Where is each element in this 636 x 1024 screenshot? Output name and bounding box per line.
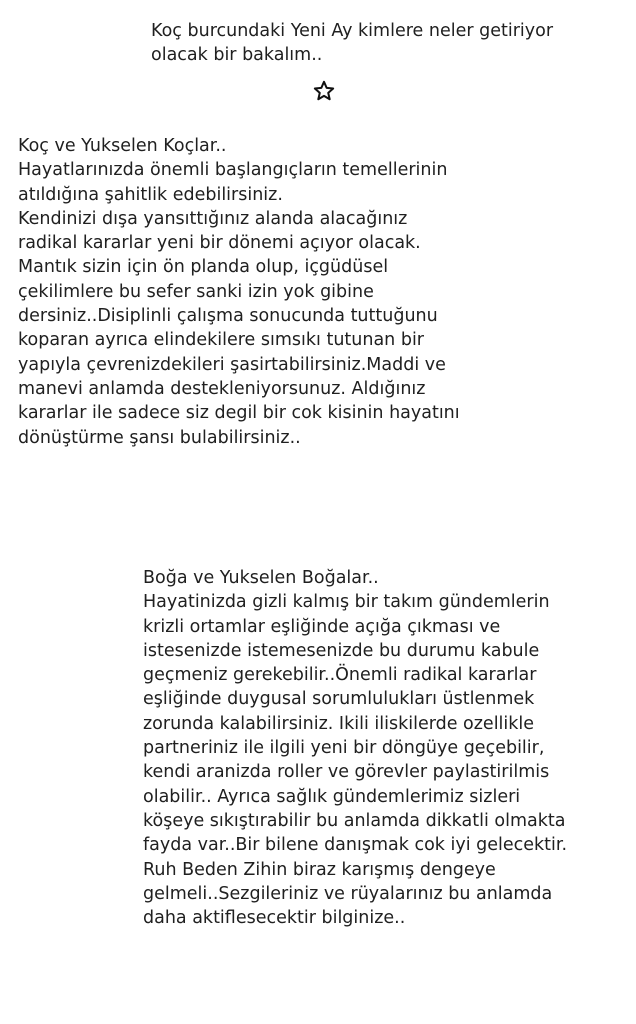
boga-line: eşliğinde duygusal sorumlulukları üstlenmek [143,689,535,710]
intro-paragraph [151,19,553,68]
intro-line: olacak bir bakalım.. [151,45,323,66]
boga-heading: Boğa ve Yukselen Boğalar.. [143,568,379,588]
koc-line: yapıyla çevrenizdekileri şasirtabilirsiniz.Maddi ve [18,354,446,375]
boga-line: Ruh Beden Zihin biraz karışmış dengeye [143,859,496,880]
boga-line: fayda var..Bir bilene danışmak cok iyi gelecektir. [143,835,568,856]
koc-line: atıldığına şahitlik edebilirsiniz. [18,184,283,205]
koc-line: çekilimlere bu sefer sanki izin yok gibine [18,281,374,302]
koc-line: Mantık sizin için ön planda olup, içgüdüsel [18,257,389,278]
koc-heading: Koç ve Yukselen Koçlar.. [18,136,227,156]
intro-line: Koç burcundaki Yeni Ay kimlere neler getiriyor [151,21,554,41]
koc-line: kararlar ile sadece siz degil bir cok kisinin hayatını [18,403,460,424]
boga-line: Hayatinizda gizli kalmış bir takım gündemlerin [143,592,550,613]
koc-line: manevi anlamda destekleniyorsunuz. Aldığınız [18,378,426,399]
boga-line: köşeye sıkıştırabilir bu anlamda dikkatli olmakta [143,810,566,831]
boga-line: kendi aranizda roller ve görevler paylastirilmis [143,762,550,783]
koc-line: koparan ayrıca elindekilere sımsıkı tutunan bir [18,330,424,351]
boga-line: partneriniz ile ilgili yeni bir döngüye geçebilir, [143,738,545,759]
koc-line: radikal kararlar yeni bir dönemi açıyor olacak. [18,233,421,254]
boga-line: krizli ortamlar eşliğinde açığa çıkması ve [143,616,501,637]
boga-line: olabilir.. Ayrıca sağlık gündemlerimiz sizleri [143,786,521,807]
boga-line: daha aktiflesecektir bilginize.. [143,908,406,929]
koc-line: Hayatlarınızda önemli başlangıçların temellerinin [18,160,448,181]
koc-section [18,134,460,450]
boga-section [143,566,567,930]
boga-line: zorunda kalabilirsiniz. Ikili iliskilerde ozellikle [143,713,535,734]
boga-line: gelmeli..Sezgileriniz ve rüyalarınız bu anlamda [143,883,553,904]
boga-line: istesenizde istemesenizde bu durumu kabule [143,640,540,661]
boga-line: geçmeniz gerekebilir..Önemli radikal kararlar [143,665,537,686]
koc-line: dersiniz..Disiplinli çalışma sonucunda tuttuğunu [18,306,438,327]
koc-line: Kendinizi dışa yansıttığınız alanda alacağınız [18,208,408,229]
koc-line: dönüştürme şansı bulabilirsiniz.. [18,427,301,448]
star-icon [313,80,335,102]
